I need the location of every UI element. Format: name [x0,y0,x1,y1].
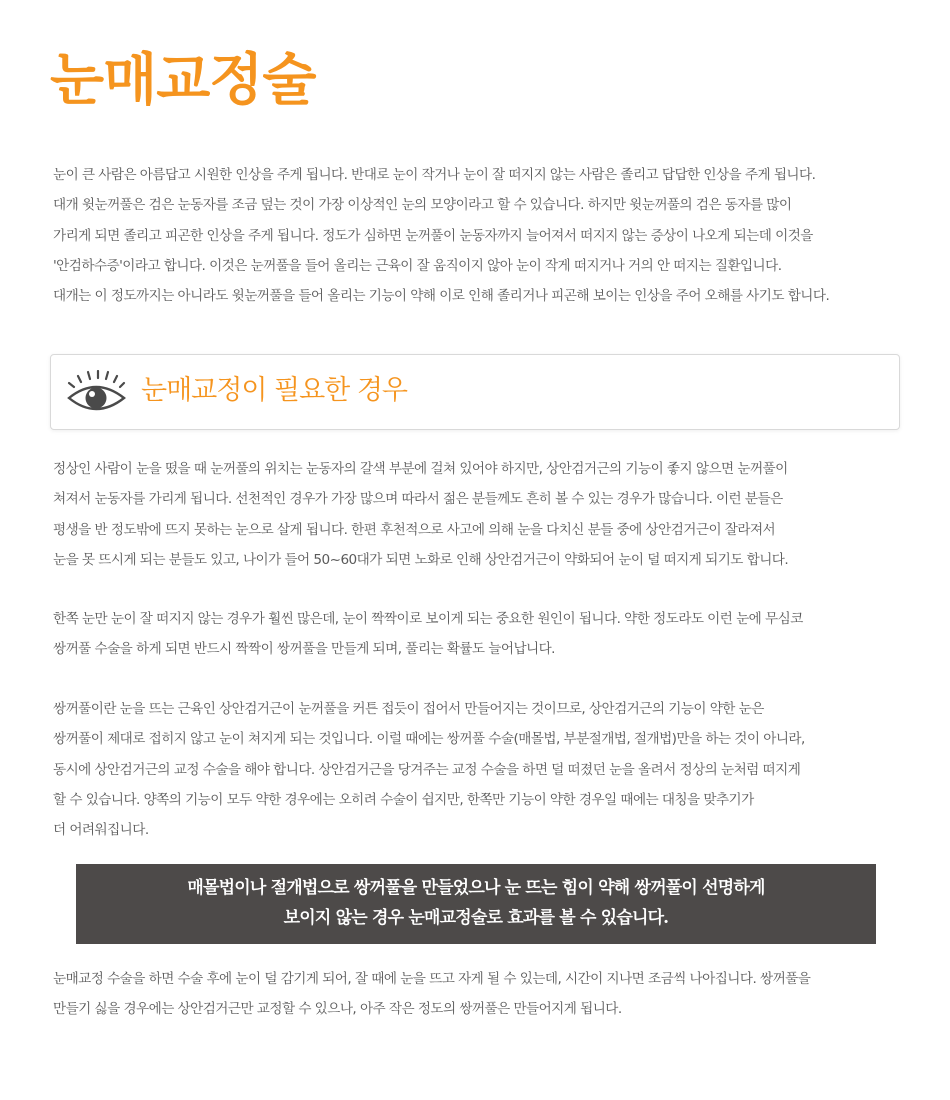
page-title: 눈매교정술 [50,47,316,113]
body-line: 할 수 있습니다. 양쪽의 기능이 모두 약한 경우에는 오히려 수술이 쉽지만, 한쪽만 기능이 약한 경우일 때에는 대칭을 맞추기가 [53,791,754,808]
body-line: 쌍꺼풀 수술을 하게 되면 반드시 짝짝이 쌍꺼풀을 만들게 되며, 풀리는 확률도 늘어납니다. [53,641,555,658]
body-paragraph-2 [53,604,803,665]
callout-line: 매몰법이나 절개법으로 쌍꺼풀을 만들었으나 눈 뜨는 힘이 약해 쌍꺼풀이 선명하게 [187,878,765,898]
body-line: 평생을 반 정도밖에 뜨지 못하는 눈으로 살게 됩니다. 한편 후천적으로 사고에 의해 눈을 다치신 분들 중에 상안검거근이 잘라져서 [53,521,776,538]
intro-line: '안검하수증'이라고 합니다. 이것은 눈꺼풀을 들어 올리는 근육이 잘 움직이지 않아 눈이 작게 떠지거나 거의 안 떠지는 질환입니다. [53,257,782,274]
callout-banner [76,864,876,944]
body-paragraph-1 [53,454,788,575]
section-heading: 눈매교정이 필요한 경우 [141,375,407,406]
body-line: 더 어려워집니다. [53,822,149,839]
body-line: 쌍꺼풀이 제대로 접히지 않고 눈이 쳐지게 되는 것입니다. 이럴 때에는 쌍꺼풀 수술(매몰법, 부분절개법, 절개법)만을 하는 것이 아니라, [53,731,805,748]
intro-line: 대개 윗눈꺼풀은 검은 눈동자를 조금 덮는 것이 가장 이상적인 눈의 모양이라고 할 수 있습니다. 하지만 윗눈꺼풀의 검은 동자를 많이 [53,197,792,214]
body-line: 한쪽 눈만 눈이 잘 떠지지 않는 경우가 훨씬 많은데, 눈이 짝짝이로 보이게 되는 중요한 원인이 됩니다. 약한 정도라도 이런 눈에 무심코 [53,611,803,627]
closing-paragraph [53,964,810,1025]
closing-line: 만들기 싫을 경우에는 상안검거근만 교정할 수 있으나, 아주 작은 정도의 쌍꺼풀은 만들어지게 됩니다. [53,1001,622,1018]
intro-paragraph [53,160,829,311]
body-line: 쳐져서 눈동자를 가리게 됩니다. 선천적인 경우가 가장 많으며 따라서 젊은 분들께도 흔히 볼 수 있는 경우가 많습니다. 이런 분들은 [53,491,783,508]
body-line: 정상인 사람이 눈을 떴을 때 눈꺼풀의 위치는 눈동자의 갈색 부분에 걸쳐 있어야 하지만, 상안검거근의 기능이 좋지 않으면 눈꺼풀이 [53,461,788,477]
body-paragraph-3 [53,694,805,845]
intro-line: 대개는 이 정도까지는 아니라도 윗눈꺼풀을 들어 올리는 기능이 약해 이로 인해 졸리거나 피곤해 보이는 인상을 주어 오해를 사기도 합니다. [53,288,830,305]
body-line: 쌍꺼풀이란 눈을 뜨는 근육인 상안검거근이 눈꺼풀을 커튼 접듯이 접어서 만들어지는 것이므로, 상안검거근의 기능이 약한 눈은 [53,701,764,717]
intro-line: 가리게 되면 졸리고 피곤한 인상을 주게 됩니다. 정도가 심하면 눈꺼풀이 눈동자까지 늘어져서 떠지지 않는 증상이 나오게 되는데 이것을 [53,227,813,244]
body-line: 눈을 못 뜨시게 되는 분들도 있고, 나이가 들어 50~60대가 되면 노화로 인해 상안검거근이 약화되어 눈이 덜 떠지게 되기도 합니다. [53,551,789,568]
intro-line: 눈이 큰 사람은 아름답고 시원한 인상을 주게 됩니다. 반대로 눈이 작거나 눈이 잘 떠지지 않는 사람은 졸리고 답답한 인상을 주게 됩니다. [53,167,816,183]
closing-line: 눈매교정 수술을 하면 수술 후에 눈이 덜 감기게 되어, 잘 때에 눈을 뜨고 자게 될 수 있는데, 시간이 지나면 조금씩 나아집니다. 쌍꺼풀을 [53,971,811,987]
body-line: 동시에 상안검거근의 교정 수술을 해야 합니다. 상안검거근을 당겨주는 교정 수술을 하면 덜 떠졌던 눈을 올려서 정상의 눈처럼 떠지게 [53,761,801,778]
section-header-box [50,354,900,430]
eye-icon [65,370,127,414]
callout-line: 보이지 않는 경우 눈매교정술로 효과를 볼 수 있습니다. [283,908,669,928]
